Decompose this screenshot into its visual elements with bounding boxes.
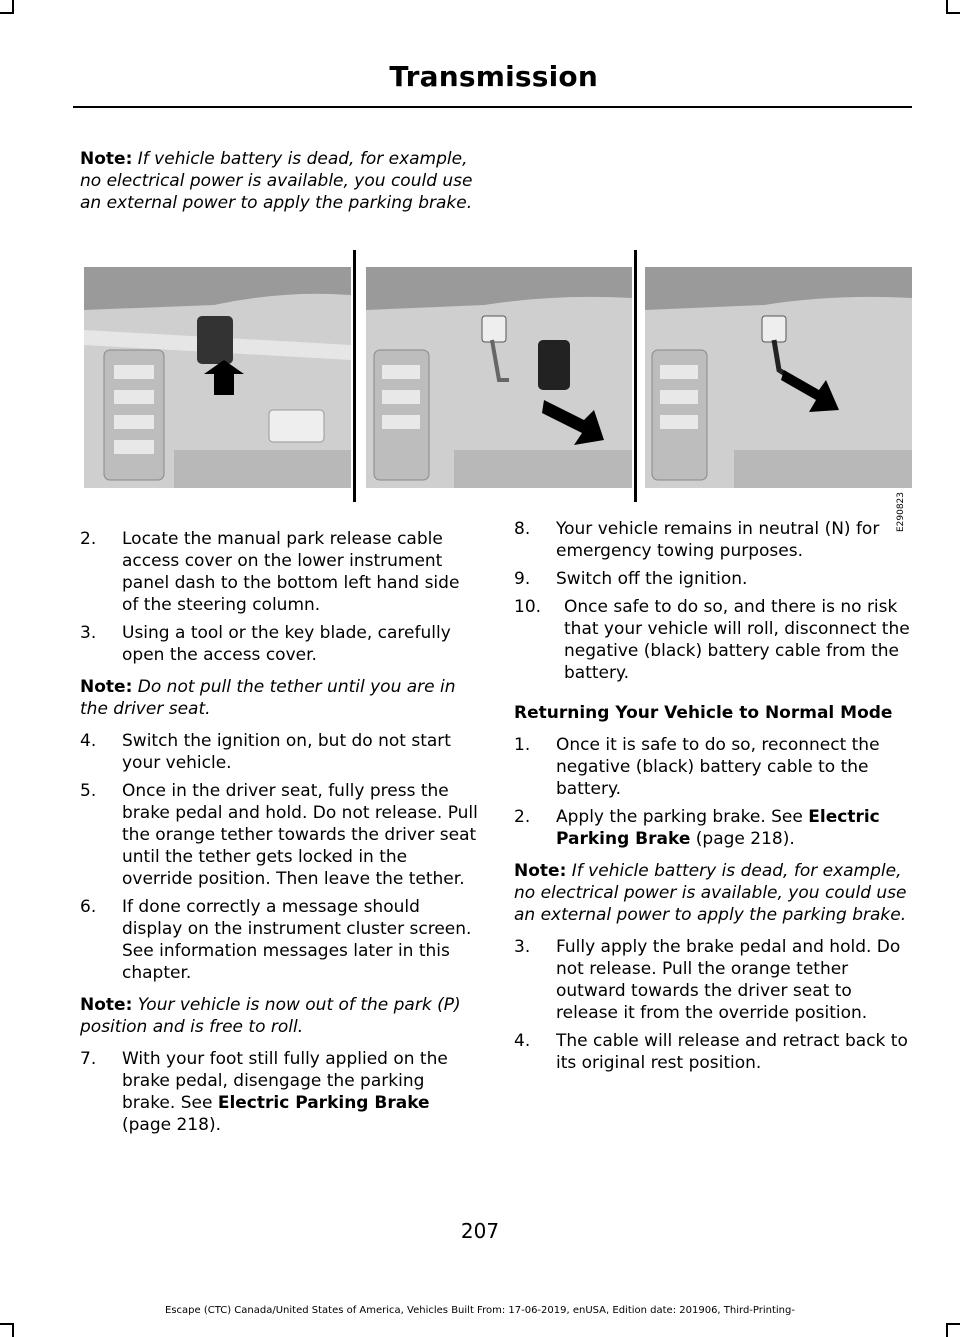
intro-note	[80, 148, 480, 214]
list-item	[514, 1030, 910, 1074]
page-title: Transmission	[389, 60, 598, 93]
list-item	[514, 734, 910, 800]
note-label: Note:	[514, 861, 567, 881]
item-number: 7.	[80, 1049, 97, 1069]
item-number: 2.	[80, 529, 97, 549]
page-ref: (page 218).	[690, 829, 795, 849]
right-column	[514, 518, 910, 1074]
item-text: With your foot still fully applied on the brake pedal, disengage the parking brake. See	[122, 1049, 448, 1113]
item-text: Using a tool or the key blade, carefully open the access cover.	[122, 623, 451, 665]
item-text: Your vehicle remains in neutral (N) for emergency towing purposes.	[556, 519, 880, 561]
panel-3	[645, 267, 912, 488]
crop-mark	[0, 12, 14, 14]
figure-code: E290823	[896, 492, 906, 533]
electric-parking-brake-link[interactable]: Electric Parking Brake	[556, 807, 880, 849]
item-number: 9.	[514, 569, 531, 589]
item-number: 1.	[514, 735, 531, 755]
panel-1	[84, 267, 351, 488]
crop-mark	[946, 12, 960, 14]
item-text: Once in the driver seat, fully press the brake pedal and hold. Do not release. Pull the orange tether towards the driver seat until the tether gets locked in the override position. Then leave the tether.	[122, 781, 478, 889]
item-number: 3.	[80, 623, 97, 643]
list-item	[514, 936, 910, 1024]
item-text: If done correctly a message should display on the instrument cluster screen. See information messages later in this chapter.	[122, 897, 472, 983]
list-item	[80, 1048, 480, 1136]
item-text: Once safe to do so, and there is no risk that your vehicle will roll, disconnect the negative (black) battery cable from the battery.	[564, 597, 910, 683]
electric-parking-brake-link[interactable]: Electric Parking Brake	[217, 1093, 430, 1113]
list-item	[80, 896, 480, 984]
item-text: Locate the manual park release cable access cover on the lower instrument panel dash to the bottom left hand side of the steering column.	[122, 529, 460, 615]
item-number: 2.	[514, 807, 531, 827]
list-item	[514, 596, 910, 684]
section-heading: Returning Your Vehicle to Normal Mode	[514, 703, 893, 723]
item-number: 5.	[80, 781, 97, 801]
list-item	[80, 622, 480, 666]
left-column	[80, 528, 480, 1136]
figure-illustration	[84, 250, 912, 533]
list-item	[80, 528, 480, 616]
note-label: Note:	[80, 149, 133, 169]
note-label: Note:	[80, 677, 133, 697]
crop-mark	[946, 1323, 948, 1337]
item-number: 8.	[514, 519, 531, 539]
note-text: If vehicle battery is dead, for example, no electrical power is available, you could use an external power to apply the parking brake.	[80, 149, 473, 213]
item-number: 6.	[80, 897, 97, 917]
item-text: Switch off the ignition.	[556, 569, 748, 589]
note-label: Note:	[80, 995, 133, 1015]
item-text: Once it is safe to do so, reconnect the negative (black) battery cable to the battery.	[556, 735, 880, 799]
item-text: The cable will release and retract back to its original rest position.	[556, 1031, 908, 1073]
list-item	[80, 780, 480, 890]
item-text: Switch the ignition on, but do not start your vehicle.	[122, 731, 451, 773]
panel-2	[366, 267, 632, 488]
item-number: 4.	[514, 1031, 531, 1051]
note-text: If vehicle battery is dead, for example, no electrical power is available, you could use an external power to apply the parking brake.	[514, 861, 907, 925]
list-item	[514, 806, 910, 850]
note-text: Do not pull the tether until you are in the driver seat.	[80, 677, 456, 719]
list-item	[80, 730, 480, 774]
manual-park-release-illustration	[84, 250, 912, 502]
item-text: Apply the parking brake. See	[556, 807, 809, 827]
item-text: Fully apply the brake pedal and hold. Do not release. Pull the orange tether outward towards the driver seat to release it from the override position.	[556, 937, 901, 1023]
note-text: Your vehicle is now out of the park (P) position and is free to roll.	[80, 995, 461, 1037]
item-number: 4.	[80, 731, 97, 751]
page-number: 207	[460, 1219, 500, 1243]
crop-mark	[946, 1323, 960, 1325]
list-item	[514, 568, 910, 590]
footer-text: Escape (CTC) Canada/United States of America, Vehicles Built From: 17-06-2019, enUSA, Edition date: 201906, Third-Printing-	[165, 1305, 795, 1316]
page-ref: (page 218).	[122, 1115, 221, 1135]
header-rule	[73, 106, 912, 108]
list-item	[514, 518, 910, 562]
crop-mark	[12, 1323, 14, 1337]
item-number: 3.	[514, 937, 531, 957]
crop-mark	[0, 1323, 14, 1325]
item-number: 10.	[514, 597, 542, 617]
note	[80, 994, 480, 1038]
note	[80, 676, 480, 720]
note	[514, 860, 910, 926]
